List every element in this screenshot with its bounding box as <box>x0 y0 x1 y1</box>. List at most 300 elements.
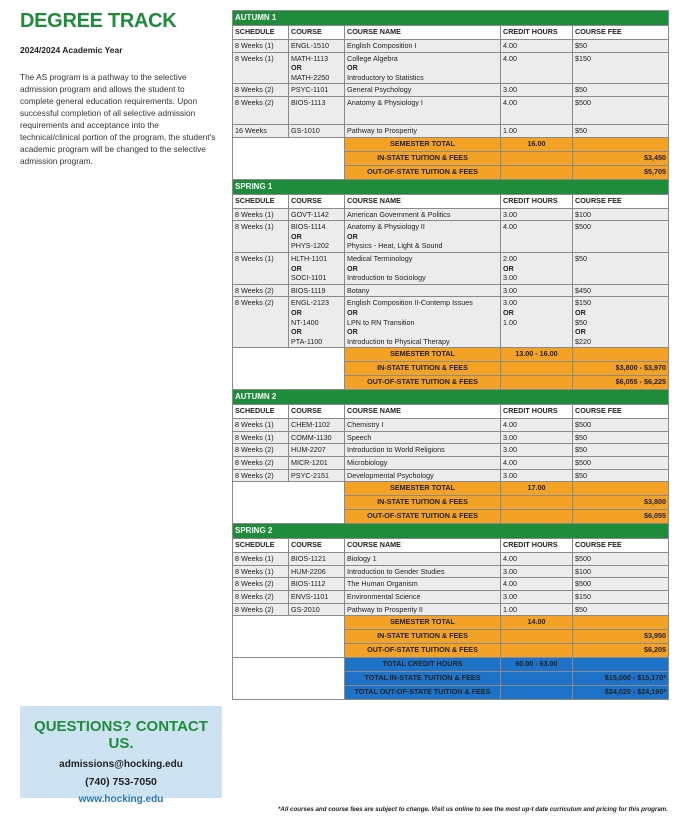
course-name: Biology 1 <box>347 554 377 564</box>
course-code-cell <box>289 297 345 348</box>
course-code: PSYC-1101 <box>291 85 329 95</box>
left-column <box>20 10 216 167</box>
out-state-tuition-label: OUT-OF-STATE TUITION & FEES <box>345 644 501 658</box>
credit-hours-cell <box>501 297 573 348</box>
or-label: OR <box>291 231 302 241</box>
schedule-cell: 8 Weeks (2) <box>233 444 289 457</box>
credit-hours: 3.00 <box>503 285 517 295</box>
course-name: College Algebra <box>347 53 398 63</box>
course-row <box>233 553 669 566</box>
course-code: BIOS-1114 <box>291 222 326 232</box>
course-code: ENGL-2123 <box>291 298 329 308</box>
column-header: SCHEDULE <box>233 26 289 40</box>
out-state-tuition-value: $6,205 <box>573 644 669 658</box>
total-in-state-tuition-label: TOTAL IN-STATE TUITION & FEES <box>345 672 501 686</box>
contact-website-link[interactable]: www.hocking.edu <box>78 794 164 805</box>
course-fee: $50 <box>575 125 587 135</box>
schedule-cell: 8 Weeks (2) <box>233 84 289 97</box>
total-in-state-tuition-credit-cell <box>501 672 573 686</box>
course-name: Pathway to Prosperity II <box>347 604 423 614</box>
course-code: MATH-2250 <box>291 72 330 82</box>
course-fee-cell <box>573 96 669 124</box>
total-out-state-tuition-value: $24,020 - $24,190* <box>573 686 669 700</box>
or-label: OR <box>291 263 302 273</box>
credit-hours-cell <box>501 84 573 97</box>
credit-hours: 4.00 <box>503 41 517 50</box>
course-name: English Composition I <box>347 41 417 50</box>
credit-hours-cell <box>501 284 573 297</box>
course-name-cell <box>345 591 501 604</box>
course-name: English Composition II-Contemp Issues <box>347 298 473 308</box>
course-code: CHEM-1102 <box>291 420 331 430</box>
credit-hours-cell <box>501 252 573 284</box>
course-code: ENGL-1510 <box>291 41 329 50</box>
schedule-cell: 8 Weeks (1) <box>233 221 289 253</box>
course-fee-cell <box>573 221 669 253</box>
semester-header-row <box>233 11 669 26</box>
course-code: COMM-1130 <box>291 432 332 442</box>
credit-hours-cell <box>501 591 573 604</box>
credit-hours-cell <box>501 208 573 221</box>
semester-total-fee-cell <box>573 348 669 362</box>
schedule-cell: 8 Weeks (1) <box>233 431 289 444</box>
credit-hours: 1.00 <box>503 125 517 135</box>
course-name: Introduction to Physical Therapy <box>347 336 450 346</box>
course-name-cell <box>345 96 501 124</box>
course-row <box>233 208 669 221</box>
course-fee-cell <box>573 603 669 616</box>
course-name: Medical Terminology <box>347 253 413 263</box>
column-header: SCHEDULE <box>233 405 289 419</box>
course-code-cell <box>289 591 345 604</box>
course-row <box>233 565 669 578</box>
course-name: LPN to RN Transition <box>347 317 415 327</box>
out-state-tuition-credit-cell <box>501 376 573 390</box>
course-row <box>233 84 669 97</box>
course-name-cell <box>345 469 501 482</box>
course-name: Introduction to World Religions <box>347 445 445 455</box>
course-row <box>233 457 669 470</box>
in-state-tuition-value: $3,800 - $3,970 <box>573 362 669 376</box>
credit-hours-cell <box>501 431 573 444</box>
credit-hours-cell <box>501 124 573 137</box>
course-fee-cell <box>573 469 669 482</box>
semester-title: SPRING 2 <box>233 524 669 539</box>
course-name: Environmental Science <box>347 592 421 602</box>
column-header: SCHEDULE <box>233 194 289 208</box>
schedule-cell: 8 Weeks (2) <box>233 457 289 470</box>
column-header: COURSE <box>289 194 345 208</box>
course-name-cell <box>345 565 501 578</box>
contact-heading: QUESTIONS? CONTACT US. <box>34 718 208 752</box>
credit-hours: 4.00 <box>503 420 517 430</box>
credit-hours: 3.00 <box>503 445 517 455</box>
or-label: OR <box>347 327 358 337</box>
credit-hours: 4.00 <box>503 554 517 564</box>
course-fee-cell <box>573 297 669 348</box>
course-row <box>233 591 669 604</box>
credit-hours: 3.00 <box>503 592 517 602</box>
total-out-state-tuition-label: TOTAL OUT-OF-STATE TUITION & FEES <box>345 686 501 700</box>
course-code-cell <box>289 84 345 97</box>
course-name: American Government & Politics <box>347 209 451 219</box>
course-fee: $50 <box>575 432 587 442</box>
course-row <box>233 578 669 591</box>
course-fee-cell <box>573 284 669 297</box>
course-name: Microbiology <box>347 458 388 468</box>
course-code-cell <box>289 565 345 578</box>
course-fee: $50 <box>575 85 587 95</box>
course-code-cell <box>289 419 345 432</box>
semester-total-label: SEMESTER TOTAL <box>345 348 501 362</box>
course-row <box>233 603 669 616</box>
credit-hours-cell <box>501 419 573 432</box>
total-credit-hours-label: TOTAL CREDIT HOURS <box>345 658 501 672</box>
course-row <box>233 52 669 84</box>
course-name-cell <box>345 419 501 432</box>
in-state-tuition-label: IN-STATE TUITION & FEES <box>345 362 501 376</box>
out-state-tuition-credit-cell <box>501 510 573 524</box>
course-code: PHYS-1202 <box>291 241 329 251</box>
schedule-cell: 8 Weeks (2) <box>233 96 289 124</box>
course-code: SOCI-1101 <box>291 273 327 283</box>
column-header: COURSE FEE <box>573 26 669 40</box>
course-fee: $500 <box>575 458 591 468</box>
semester-header-row <box>233 524 669 539</box>
summary-row <box>233 348 669 362</box>
credit-hours: 4.00 <box>503 53 517 63</box>
out-state-tuition-label: OUT-OF-STATE TUITION & FEES <box>345 376 501 390</box>
credit-hours: 4.00 <box>503 222 517 232</box>
course-name-cell <box>345 284 501 297</box>
semester-total-label: SEMESTER TOTAL <box>345 482 501 496</box>
course-fee: $100 <box>575 209 591 219</box>
or-label: OR <box>575 307 586 317</box>
in-state-tuition-credit-cell <box>501 630 573 644</box>
course-name: Speech <box>347 432 372 442</box>
semester-title: AUTUMN 2 <box>233 390 669 405</box>
course-name-cell <box>345 40 501 53</box>
credit-hours: 4.00 <box>503 97 517 107</box>
course-fee-cell <box>573 84 669 97</box>
course-name-cell <box>345 431 501 444</box>
course-name-cell <box>345 124 501 137</box>
credit-hours: 4.00 <box>503 579 517 589</box>
course-row <box>233 469 669 482</box>
credit-hours-cell <box>501 96 573 124</box>
course-name-cell <box>345 603 501 616</box>
credit-hours-cell <box>501 444 573 457</box>
credit-hours-cell <box>501 578 573 591</box>
out-state-tuition-credit-cell <box>501 165 573 179</box>
course-code: MATH-1113 <box>291 53 329 63</box>
course-code: BIOS-1119 <box>291 285 326 295</box>
course-name: Introduction to Sociology <box>347 273 426 283</box>
semester-total-fee-cell <box>573 137 669 151</box>
semester-title: AUTUMN 1 <box>233 11 669 26</box>
course-fee: $100 <box>575 566 591 576</box>
column-header: COURSE FEE <box>573 194 669 208</box>
semester-total-fee-cell <box>573 616 669 630</box>
schedule-cell: 8 Weeks (2) <box>233 297 289 348</box>
course-code: HUM-2206 <box>291 566 326 576</box>
course-code: GOVT-1142 <box>291 209 329 219</box>
in-state-tuition-value: $3,950 <box>573 630 669 644</box>
column-header: CREDIT HOURS <box>501 539 573 553</box>
course-name-cell <box>345 297 501 348</box>
column-header-row <box>233 405 669 419</box>
credit-hours-cell <box>501 565 573 578</box>
course-name-cell <box>345 444 501 457</box>
column-header: COURSE NAME <box>345 26 501 40</box>
course-fee-cell <box>573 444 669 457</box>
course-code: ENVS-1101 <box>291 592 329 602</box>
academic-year: 2024/2024 Academic Year <box>20 45 123 55</box>
credit-hours: 3.00 <box>503 566 517 576</box>
semester-title: SPRING 1 <box>233 179 669 194</box>
course-fee: $50 <box>575 41 587 50</box>
or-label: OR <box>503 307 514 317</box>
course-fee: $500 <box>575 97 591 107</box>
course-name-cell <box>345 221 501 253</box>
column-header-row <box>233 26 669 40</box>
course-fee: $50 <box>575 317 587 327</box>
course-code-cell <box>289 457 345 470</box>
in-state-tuition-label: IN-STATE TUITION & FEES <box>345 496 501 510</box>
summary-blank-cell <box>233 137 345 179</box>
column-header: COURSE FEE <box>573 539 669 553</box>
course-name-cell <box>345 578 501 591</box>
course-fee: $220 <box>575 336 591 346</box>
credit-hours-cell <box>501 457 573 470</box>
or-label: OR <box>575 327 586 337</box>
schedule-cell: 8 Weeks (1) <box>233 565 289 578</box>
course-row <box>233 124 669 137</box>
out-state-tuition-value: $6,055 <box>573 510 669 524</box>
column-header: CREDIT HOURS <box>501 194 573 208</box>
course-code-cell <box>289 52 345 84</box>
total-out-state-tuition-credit-cell <box>501 686 573 700</box>
course-fee: $150 <box>575 53 591 63</box>
course-code-cell <box>289 578 345 591</box>
course-fee-cell <box>573 419 669 432</box>
course-fee-cell <box>573 553 669 566</box>
course-name: General Psychology <box>347 85 412 95</box>
or-label: OR <box>347 231 358 241</box>
credit-hours: 3.00 <box>503 470 517 480</box>
course-code-cell <box>289 96 345 124</box>
course-code: PTA-1100 <box>291 336 323 346</box>
course-code-cell <box>289 431 345 444</box>
course-fee-cell <box>573 208 669 221</box>
course-fee: $50 <box>575 445 587 455</box>
summary-blank-cell <box>233 482 345 524</box>
out-state-tuition-label: OUT-OF-STATE TUITION & FEES <box>345 165 501 179</box>
column-header: COURSE <box>289 405 345 419</box>
course-code: PSYC-2151 <box>291 470 329 480</box>
total-blank-cell <box>233 658 345 700</box>
course-code: HUM-2207 <box>291 445 326 455</box>
credit-hours-cell <box>501 553 573 566</box>
column-header: CREDIT HOURS <box>501 26 573 40</box>
course-name-cell <box>345 84 501 97</box>
semester-total-label: SEMESTER TOTAL <box>345 137 501 151</box>
credit-hours: 1.00 <box>503 604 517 614</box>
contact-box <box>20 706 222 805</box>
course-name: Pathway to Prosperity <box>347 125 417 135</box>
or-label: OR <box>291 63 302 73</box>
degree-track-table <box>232 10 669 700</box>
credit-hours: 3.00 <box>503 85 517 95</box>
course-row <box>233 252 669 284</box>
total-credit-hours-fee-cell <box>573 658 669 672</box>
course-code: BIOS-1112 <box>291 579 326 589</box>
course-row <box>233 444 669 457</box>
schedule-cell: 8 Weeks (1) <box>233 252 289 284</box>
course-name: Anatomy & Physiology I <box>347 97 423 107</box>
course-fee: $150 <box>575 298 591 308</box>
credit-hours-cell <box>501 603 573 616</box>
course-fee-cell <box>573 578 669 591</box>
in-state-tuition-value: $3,450 <box>573 151 669 165</box>
column-header-row <box>233 539 669 553</box>
in-state-tuition-label: IN-STATE TUITION & FEES <box>345 630 501 644</box>
course-code: BIOS-1121 <box>291 554 327 564</box>
course-row <box>233 284 669 297</box>
course-code-cell <box>289 284 345 297</box>
contact-email-link[interactable]: admissions@hocking.edu <box>59 759 183 770</box>
or-label: OR <box>347 63 358 73</box>
credit-hours: 3.00 <box>503 298 517 308</box>
course-row <box>233 419 669 432</box>
course-name: Developmental Psychology <box>347 470 434 480</box>
course-code-cell <box>289 252 345 284</box>
course-row <box>233 96 669 124</box>
course-fee-cell <box>573 457 669 470</box>
total-in-state-tuition-value: $15,000 - $15,170* <box>573 672 669 686</box>
semester-header-row <box>233 390 669 405</box>
summary-row <box>233 482 669 496</box>
or-label: OR <box>503 263 514 273</box>
course-code-cell <box>289 40 345 53</box>
course-code-cell <box>289 444 345 457</box>
course-fee-cell <box>573 591 669 604</box>
course-fee-cell <box>573 431 669 444</box>
course-fee-cell <box>573 124 669 137</box>
schedule-cell: 8 Weeks (1) <box>233 553 289 566</box>
credit-hours: 3.00 <box>503 432 517 442</box>
course-name-cell <box>345 252 501 284</box>
schedule-cell: 8 Weeks (2) <box>233 469 289 482</box>
course-name-cell <box>345 208 501 221</box>
total-row <box>233 658 669 672</box>
course-fee-cell <box>573 565 669 578</box>
credit-hours: 3.00 <box>503 209 517 219</box>
course-code-cell <box>289 124 345 137</box>
course-code: MICR-1201 <box>291 458 328 468</box>
course-code-cell <box>289 469 345 482</box>
course-code: GS-2010 <box>291 604 320 614</box>
course-code: BIOS-1113 <box>291 97 326 107</box>
schedule-cell: 8 Weeks (2) <box>233 284 289 297</box>
column-header: COURSE NAME <box>345 194 501 208</box>
semester-header-row <box>233 179 669 194</box>
course-fee: $50 <box>575 604 587 614</box>
column-header-row <box>233 194 669 208</box>
in-state-tuition-label: IN-STATE TUITION & FEES <box>345 151 501 165</box>
schedule-cell: 8 Weeks (1) <box>233 40 289 53</box>
column-header: COURSE FEE <box>573 405 669 419</box>
course-code: GS-1010 <box>291 125 320 135</box>
course-name: Introduction to Gender Studies <box>347 566 445 576</box>
out-state-tuition-value: $5,705 <box>573 165 669 179</box>
course-fee: $500 <box>575 222 591 232</box>
course-code-cell <box>289 221 345 253</box>
course-fee: $50 <box>575 470 587 480</box>
course-name: Chemistry I <box>347 420 384 430</box>
course-fee: $500 <box>575 554 591 564</box>
semester-total-fee-cell <box>573 482 669 496</box>
out-state-tuition-credit-cell <box>501 644 573 658</box>
credit-hours: 3.00 <box>503 273 517 283</box>
credit-hours-cell <box>501 469 573 482</box>
out-state-tuition-value: $6,055 - $6,225 <box>573 376 669 390</box>
course-name: Anatomy & Physiology II <box>347 222 425 232</box>
credit-hours-cell <box>501 40 573 53</box>
out-state-tuition-label: OUT-OF-STATE TUITION & FEES <box>345 510 501 524</box>
total-credit-hours-value: 60.00 - 63.00 <box>501 658 573 672</box>
in-state-tuition-credit-cell <box>501 362 573 376</box>
credit-hours-cell <box>501 52 573 84</box>
footnote: *All courses and course fees are subject to change. Visit us online to see the most up-t date curriculum and pricing for this program. <box>277 806 668 813</box>
credit-hours: 4.00 <box>503 458 517 468</box>
summary-blank-cell <box>233 616 345 658</box>
summary-blank-cell <box>233 348 345 390</box>
course-code-cell <box>289 208 345 221</box>
course-row <box>233 40 669 53</box>
course-row <box>233 297 669 348</box>
column-header: COURSE NAME <box>345 405 501 419</box>
page-title: DEGREE TRACK <box>20 10 177 32</box>
course-name-cell <box>345 52 501 84</box>
credit-hours: 1.00 <box>503 317 517 327</box>
course-fee: $500 <box>575 579 591 589</box>
contact-phone: (740) 753-7050 <box>85 776 157 788</box>
credit-hours: 2.00 <box>503 253 517 263</box>
course-row <box>233 221 669 253</box>
in-state-tuition-value: $3,800 <box>573 496 669 510</box>
course-code-cell <box>289 603 345 616</box>
course-code: NT-1400 <box>291 317 319 327</box>
semester-total-label: SEMESTER TOTAL <box>345 616 501 630</box>
intro-paragraph: The AS program is a pathway to the selective admission program and allows the student to complete general education requirements. Upon successful completion of all selective admission requirements and acceptance into the technical/clinical portion of the program, the student’s academic program will be changed to the selective admission program. <box>20 72 216 166</box>
course-fee: $450 <box>575 285 591 295</box>
column-header: CREDIT HOURS <box>501 405 573 419</box>
course-code-cell <box>289 553 345 566</box>
semester-total-value: 16.00 <box>501 137 573 151</box>
semester-total-value: 17.00 <box>501 482 573 496</box>
course-code: HLTH-1101 <box>291 253 328 263</box>
course-name: Introductory to Statistics <box>347 72 424 82</box>
or-label: OR <box>347 263 358 273</box>
course-fee: $500 <box>575 420 591 430</box>
column-header: COURSE <box>289 539 345 553</box>
course-fee-cell <box>573 40 669 53</box>
course-name: The Human Organism <box>347 579 418 589</box>
schedule-cell: 8 Weeks (1) <box>233 208 289 221</box>
schedule-cell: 8 Weeks (2) <box>233 603 289 616</box>
course-fee: $150 <box>575 592 591 602</box>
